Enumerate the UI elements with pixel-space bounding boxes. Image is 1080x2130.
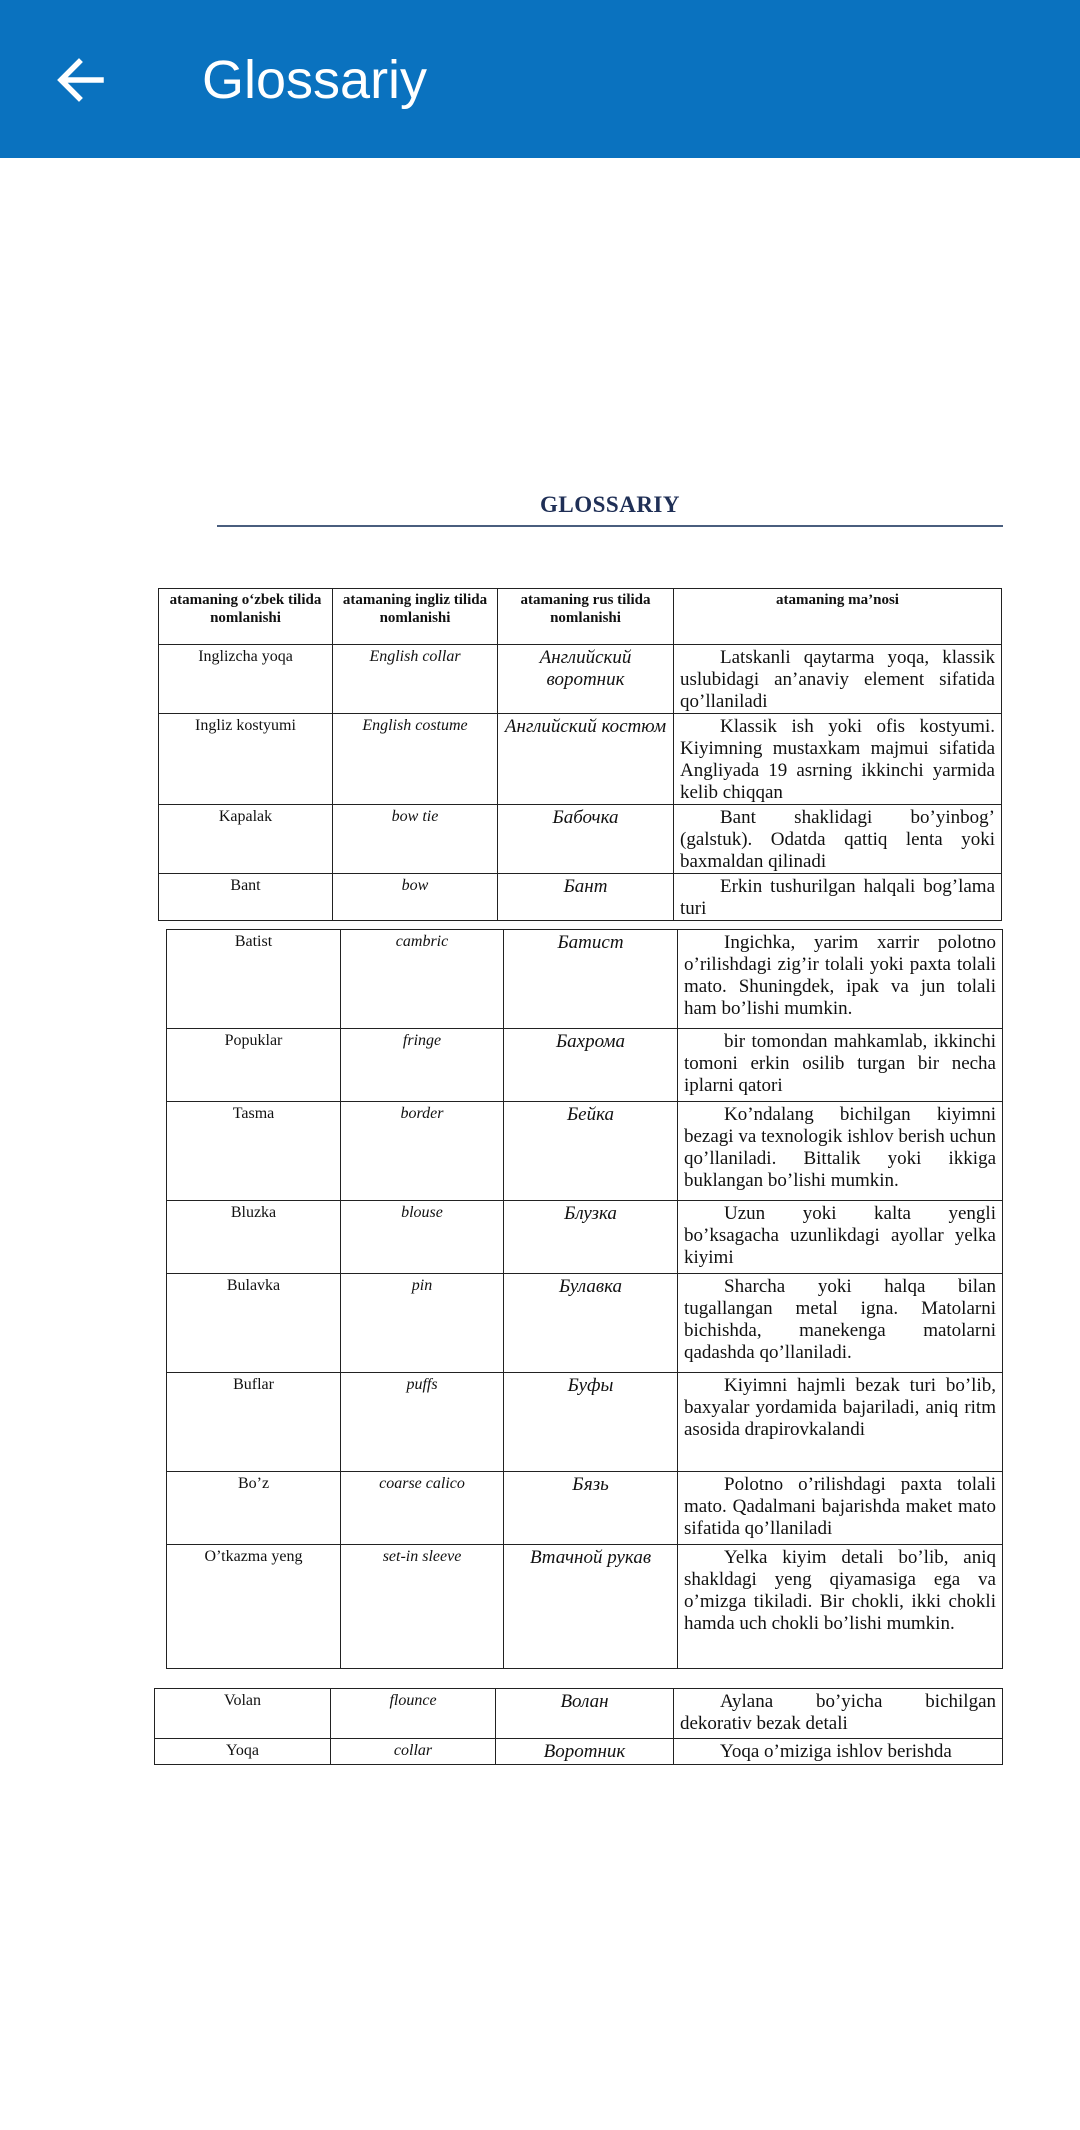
document-page bbox=[0, 158, 1080, 2130]
term-uzbek: Yoqa bbox=[155, 1739, 331, 1765]
table-row bbox=[155, 1739, 1003, 1765]
term-russian: Буфы bbox=[504, 1373, 678, 1472]
term-uzbek: Popuklar bbox=[167, 1029, 341, 1102]
header-russian: atamaning rus tilida nomlanishi bbox=[498, 589, 674, 645]
table-row bbox=[167, 1029, 1003, 1102]
glossary-table-1 bbox=[158, 588, 1002, 921]
term-english: coarse calico bbox=[341, 1472, 504, 1545]
heading-divider bbox=[217, 525, 1003, 527]
term-meaning: Bant shaklidagi bo’yinbog’ (galstuk). Odatda qattiq lenta yoki baxmaldan qilinadi bbox=[674, 805, 1002, 874]
table-row bbox=[167, 1373, 1003, 1472]
glossary-table-3 bbox=[154, 1688, 1003, 1765]
table-row bbox=[167, 1274, 1003, 1373]
term-russian: Английский костюм bbox=[498, 714, 674, 805]
term-uzbek: Volan bbox=[155, 1689, 331, 1739]
term-meaning: Sharcha yoki halqa bilan tugallangan metal igna. Matolarni bichishda, manekenga matolarni qadashda qo’llaniladi. bbox=[678, 1274, 1003, 1373]
term-meaning: bir tomondan mahkamlab, ikkinchi tomoni erkin osilib turgan bir necha iplarni qatori bbox=[678, 1029, 1003, 1102]
term-english: set-in sleeve bbox=[341, 1545, 504, 1669]
table-row bbox=[155, 1689, 1003, 1739]
term-russian: Булавка bbox=[504, 1274, 678, 1373]
term-uzbek: Bluzka bbox=[167, 1201, 341, 1274]
term-uzbek: Bulavka bbox=[167, 1274, 341, 1373]
table-header-row bbox=[159, 589, 1002, 645]
term-meaning: Klassik ish yoki ofis kostyumi. Kiyimning mustaxkam majmui sifatida Angliyada 19 asrning ikkinchi yarmida kelib chiqqan bbox=[674, 714, 1002, 805]
term-uzbek: Ingliz kostyumi bbox=[159, 714, 333, 805]
term-english: cambric bbox=[341, 930, 504, 1029]
term-english: pin bbox=[341, 1274, 504, 1373]
term-english: bow bbox=[333, 874, 498, 921]
arrow-left-icon bbox=[55, 57, 105, 103]
term-uzbek: Bant bbox=[159, 874, 333, 921]
term-uzbek: Batist bbox=[167, 930, 341, 1029]
term-uzbek: Inglizcha yoqa bbox=[159, 645, 333, 714]
term-russian: Бант bbox=[498, 874, 674, 921]
term-russian: Бейка bbox=[504, 1102, 678, 1201]
term-uzbek: Kapalak bbox=[159, 805, 333, 874]
term-english: flounce bbox=[331, 1689, 496, 1739]
term-uzbek: Buflar bbox=[167, 1373, 341, 1472]
term-english: bow tie bbox=[333, 805, 498, 874]
header-english: atamaning ingliz tilida nomlanishi bbox=[333, 589, 498, 645]
table-row bbox=[159, 645, 1002, 714]
term-uzbek: Tasma bbox=[167, 1102, 341, 1201]
term-meaning: Kiyimni hajmli bezak turi bo’lib, baxyalar yordamida bajariladi, aniq ritm asosida drapirovkalandi bbox=[678, 1373, 1003, 1472]
term-meaning: Ingichka, yarim xarrir polotno o’rilishdagi zig’ir tolali yoki paxta tolali mato. Shuningdek, ipak va jun tolali ham bo’lishi mumkin. bbox=[678, 930, 1003, 1029]
table-row bbox=[159, 874, 1002, 921]
term-russian: Бахрома bbox=[504, 1029, 678, 1102]
term-russian: Волан bbox=[496, 1689, 674, 1739]
term-english: English collar bbox=[333, 645, 498, 714]
term-english: fringe bbox=[341, 1029, 504, 1102]
table-row bbox=[167, 930, 1003, 1029]
term-uzbek: Bo’z bbox=[167, 1472, 341, 1545]
term-meaning: Latskanli qaytarma yoqa, klassik uslubidagi an’anaviy element sifatida qo’llaniladi bbox=[674, 645, 1002, 714]
term-meaning: Yelka kiyim detali bo’lib, aniq shakldagi yeng qiyamasiga ega va o’mizga tikiladi. Bir chokli, ikki chokli hamda uch chokli bo’lishi mumkin. bbox=[678, 1545, 1003, 1669]
term-russian: Бязь bbox=[504, 1472, 678, 1545]
table-row bbox=[159, 805, 1002, 874]
page-title: Glossariy bbox=[202, 50, 428, 110]
table-row bbox=[167, 1545, 1003, 1669]
term-english: blouse bbox=[341, 1201, 504, 1274]
term-russian: Английский воротник bbox=[498, 645, 674, 714]
term-english: collar bbox=[331, 1739, 496, 1765]
term-meaning: Aylana bo’yicha bichilgan dekorativ bezak detali bbox=[674, 1689, 1003, 1739]
term-english: puffs bbox=[341, 1373, 504, 1472]
term-english: English costume bbox=[333, 714, 498, 805]
table-row bbox=[167, 1102, 1003, 1201]
term-meaning: Yoqa o’miziga ishlov berishda bbox=[674, 1739, 1003, 1765]
table-row bbox=[167, 1201, 1003, 1274]
back-button[interactable] bbox=[40, 44, 120, 116]
term-russian: Блузка bbox=[504, 1201, 678, 1274]
header-meaning: atamaning ma’nosi bbox=[674, 589, 1002, 645]
term-english: border bbox=[341, 1102, 504, 1201]
term-meaning: Uzun yoki kalta yengli bo’ksagacha uzunlikdagi ayollar yelka kiyimi bbox=[678, 1201, 1003, 1274]
term-russian: Бабочка bbox=[498, 805, 674, 874]
header-uzbek: atamaning o‘zbek tilida nomlanishi bbox=[159, 589, 333, 645]
term-meaning: Ko’ndalang bichilgan kiyimni bezagi va texnologik ishlov berish uchun qo’llaniladi. Bittalik yoki ikkiga buklangan bo’lishi mumkin. bbox=[678, 1102, 1003, 1201]
term-meaning: Polotno o’rilishdagi paxta tolali mato. Qadalmani bajarishda maket mato sifatida qo’llaniladi bbox=[678, 1472, 1003, 1545]
term-uzbek: O’tkazma yeng bbox=[167, 1545, 341, 1669]
glossary-table-2 bbox=[166, 929, 1003, 1669]
app-bar bbox=[0, 0, 1080, 158]
term-russian: Батист bbox=[504, 930, 678, 1029]
document-heading: GLOSSARIY bbox=[540, 492, 680, 517]
table-row bbox=[159, 714, 1002, 805]
term-russian: Втачной рукав bbox=[504, 1545, 678, 1669]
term-meaning: Erkin tushurilgan halqali bog’lama turi bbox=[674, 874, 1002, 921]
table-row bbox=[167, 1472, 1003, 1545]
term-russian: Воротник bbox=[496, 1739, 674, 1765]
